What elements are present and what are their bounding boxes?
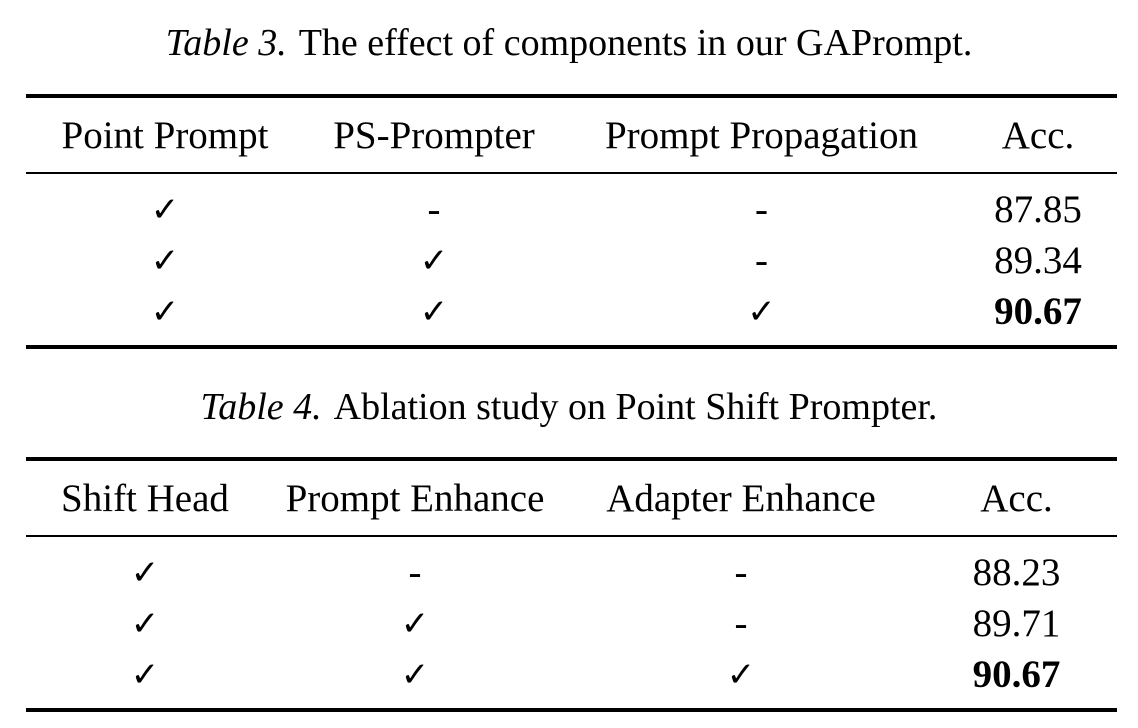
table4-cell: ✓ <box>130 552 160 593</box>
table4-cell: ✓ <box>130 603 160 644</box>
table-row <box>26 536 1117 598</box>
table3-cell: ✓ <box>304 286 564 347</box>
table3-acc-cell-best: 90.67 <box>959 286 1117 347</box>
table-row <box>26 286 1117 347</box>
table4-cell: ✓ <box>400 603 430 644</box>
table3-caption-label: Table 3. <box>165 22 287 64</box>
table3-cell: ✓ <box>564 286 959 347</box>
table3-acc-cell: 89.34 <box>994 239 1082 282</box>
table4-acc-cell: 88.23 <box>972 551 1061 594</box>
table4-header-adapter-enhance: Adapter Enhance <box>566 459 916 536</box>
table4-cell: - <box>734 551 748 594</box>
table3-caption-text: The effect of components in our GAPrompt. <box>298 22 973 64</box>
table4-cell: ✓ <box>566 649 916 710</box>
table4-acc-cell-best: 90.67 <box>916 649 1117 710</box>
table3-header-prompt-propagation: Prompt Propagation <box>564 96 959 173</box>
table4-cell: - <box>408 551 422 594</box>
table-row <box>26 649 1117 710</box>
table3-cell: ✓ <box>150 240 180 281</box>
table4-acc-cell: 89.71 <box>972 602 1061 645</box>
table-row <box>26 235 1117 286</box>
table3 <box>26 94 1117 349</box>
table4-header-row <box>26 459 1117 536</box>
table4-caption <box>0 388 1138 426</box>
table-row <box>26 173 1117 235</box>
table3-cell: ✓ <box>150 189 180 230</box>
table-row <box>26 598 1117 649</box>
table4 <box>26 457 1117 712</box>
table3-cell: - <box>755 188 768 231</box>
table3-cell: ✓ <box>26 286 304 347</box>
table3-header-ps-prompter: PS-Prompter <box>304 96 564 173</box>
table3-cell: ✓ <box>419 240 449 281</box>
table3-caption <box>0 24 1138 62</box>
table3-cell: - <box>755 239 768 282</box>
table4-cell: ✓ <box>264 649 566 710</box>
table4-header-acc: Acc. <box>916 459 1117 536</box>
table4-caption-label: Table 4. <box>200 386 322 428</box>
table4-header-prompt-enhance: Prompt Enhance <box>264 459 566 536</box>
table3-header-point-prompt: Point Prompt <box>26 96 304 173</box>
table4-cell: ✓ <box>26 649 264 710</box>
table4-header-shift-head: Shift Head <box>26 459 264 536</box>
table3-cell: - <box>427 188 441 231</box>
table3-header-acc: Acc. <box>959 96 1117 173</box>
table3-acc-cell: 87.85 <box>994 188 1082 231</box>
table4-cell: - <box>734 602 748 645</box>
table4-caption-text: Ablation study on Point Shift Prompter. <box>333 386 938 428</box>
table3-header-row <box>26 96 1117 173</box>
